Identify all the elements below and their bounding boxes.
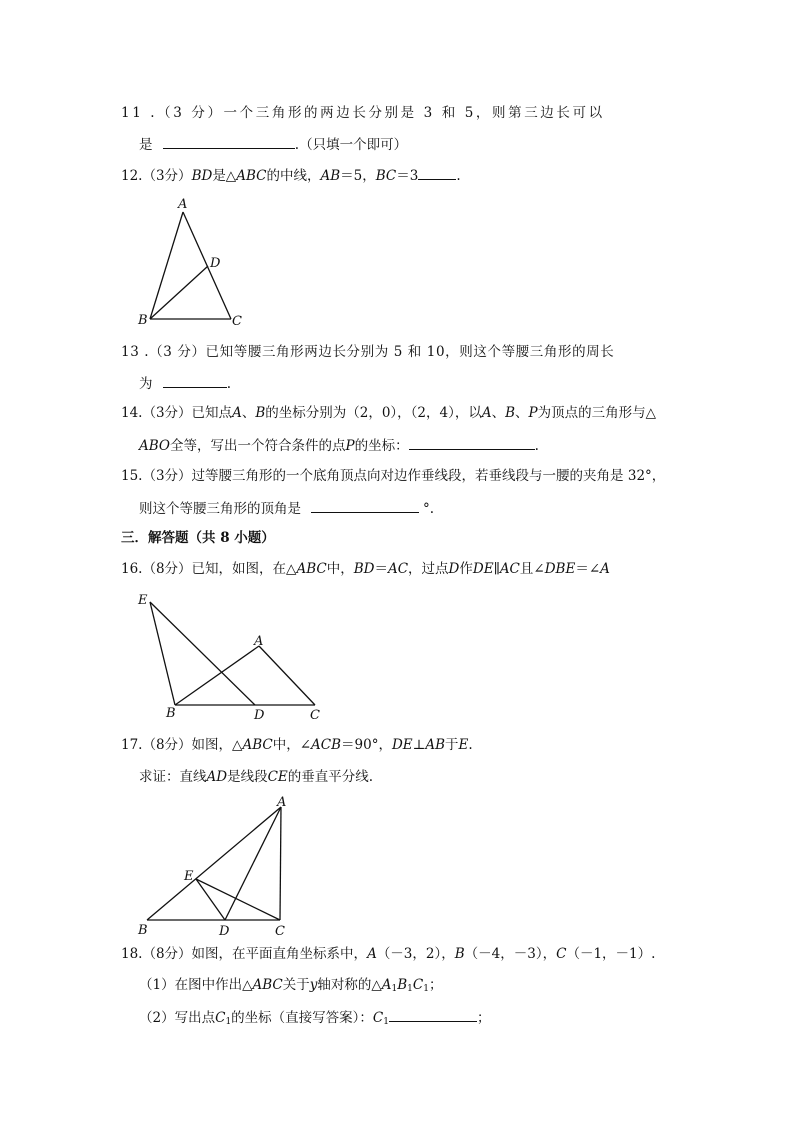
q14-t7: B: [505, 405, 516, 421]
q12-t7: BC: [375, 168, 397, 184]
q18-p1k: 1: [423, 984, 429, 994]
q16-t15: A: [600, 561, 610, 577]
q18-p1j: C: [412, 977, 424, 993]
q11-prefix: 是: [139, 137, 153, 153]
q18-t6: （－1，－1）.: [566, 946, 656, 962]
q16-t11: AC: [499, 561, 520, 577]
q18-t1: A: [367, 946, 377, 962]
q12-label-d: D: [210, 256, 221, 271]
q14-l2e: .: [534, 438, 539, 454]
q14-t4: 的坐标分别为（2，0），（2，4），以: [265, 405, 482, 421]
q17-head: 17.（8分）如图，△: [121, 737, 243, 753]
q12-t9: .: [456, 168, 461, 184]
q17-side-ac: [280, 807, 281, 920]
q17-side-ab: [147, 807, 281, 920]
q14-t9: P: [528, 405, 538, 421]
q16-label-d: D: [254, 708, 265, 723]
q17-label-b: B: [138, 923, 148, 938]
q18-t4: （－4，－3），: [464, 946, 557, 962]
q16-t7: D: [448, 561, 460, 577]
q14-t3: B: [255, 405, 266, 421]
q11-suffix: .（只填一个即可）: [294, 137, 408, 153]
q14-t5: A: [481, 405, 492, 421]
q16-t8: 作: [459, 561, 473, 577]
q18-p1a: （1）在图中作出△: [139, 977, 253, 993]
q16-t6: ，过点: [408, 561, 449, 577]
q17-t1: ABC: [242, 737, 273, 753]
q18-p2d: 的坐标（直接写答案）：: [231, 1010, 373, 1026]
q18-p2a: （2）写出点: [139, 1010, 216, 1026]
q17-t10: .: [468, 737, 473, 753]
q18-p1f: A: [381, 977, 392, 993]
q18-p1c: 关于: [282, 977, 310, 993]
q18-p2c: 1: [225, 1017, 232, 1027]
q16-t14: ＝∠: [575, 561, 601, 577]
q16-label-c: C: [310, 708, 320, 723]
q17-t4: ＝90°，: [341, 737, 392, 753]
q12-t8: ＝3: [396, 168, 419, 184]
q17-l2e: 的垂直平分线.: [287, 769, 374, 785]
q12-t4: 的中线，: [266, 168, 321, 184]
q17-l2b: AD: [206, 769, 228, 785]
q18-p1h: B: [397, 977, 408, 993]
q17-t2: 中，∠: [272, 737, 312, 753]
q12-t1: BD: [191, 168, 213, 184]
q14-t2: 、: [241, 405, 256, 421]
q14-t6: 、: [491, 405, 506, 421]
q17-l2c: 是线段: [227, 769, 268, 785]
q14-t8: 、: [515, 405, 529, 421]
q18-p2e: C: [372, 1010, 384, 1026]
q14-l2b: 全等，写出一个符合条件的点: [170, 438, 346, 454]
q12-label-a: A: [178, 197, 188, 212]
q18-p1b: ABC: [252, 977, 283, 993]
q18-line1: [121, 945, 655, 963]
q17-label-c: C: [275, 924, 285, 939]
q12-t2: 是△: [212, 168, 237, 184]
q12-t5: AB: [320, 168, 341, 184]
q12-label-b: B: [138, 313, 148, 328]
q17-t8: 于: [445, 737, 459, 753]
q16-t4: ＝: [374, 561, 388, 577]
q16-label-e: E: [138, 593, 148, 608]
q16-t3: BD: [353, 561, 375, 577]
q14-head: 14.（3分）已知点: [121, 405, 233, 421]
q17-t5: DE: [391, 737, 413, 753]
q17-l2d: CE: [267, 769, 288, 785]
q18-t5: C: [556, 946, 567, 962]
q18-t2: （－3，2），: [376, 946, 455, 962]
q13-text: 13 .（3 分）已知等腰三角形两边长分别为 5 和 10，则这个等腰三角形的周长: [121, 344, 615, 360]
q16-label-b: B: [166, 706, 176, 721]
q18-p1d: y: [309, 977, 318, 993]
q12-t3: ABC: [236, 168, 267, 184]
q16-t10: ∥: [493, 561, 500, 577]
q18-p2b: C: [215, 1010, 226, 1026]
q17-t7: AB: [425, 737, 446, 753]
q17-l2a: 求证：直线: [139, 769, 207, 785]
q16-label-a: A: [254, 634, 264, 649]
q18-head: 18.（8分）如图，在平面直角坐标系中，: [121, 946, 368, 962]
q16-head: 16.（8分）已知，如图，在△: [121, 561, 297, 577]
q13-prefix: 为: [139, 376, 153, 392]
q14-t1: A: [232, 405, 242, 421]
q18-part2: [139, 1007, 491, 1031]
q17-label-e: E: [184, 869, 194, 884]
q16-t5: AC: [387, 561, 409, 577]
q16-t1: ABC: [296, 561, 327, 577]
q14-t10: 为顶点的三角形与△: [537, 405, 656, 421]
section-3-heading: 三．解答题（共 8 小题）: [121, 530, 275, 546]
q18-part1: [139, 976, 442, 998]
q17-label-a: A: [277, 795, 287, 810]
q14-l2a: ABO: [139, 438, 170, 454]
q17-t6: ⊥: [412, 737, 426, 753]
q16-t12: 且∠: [519, 561, 545, 577]
q18-p1e: 轴对称的△: [317, 977, 382, 993]
q18-p1g: 1: [391, 984, 398, 994]
q18-p1i: 1: [407, 984, 413, 994]
q17-t3: ACB: [311, 737, 342, 753]
q16-t2: 中，: [326, 561, 354, 577]
q18-p2f: 1: [383, 1017, 389, 1027]
q17-t9: E: [458, 737, 469, 753]
q12-label-c: C: [232, 314, 242, 329]
q17-label-d: D: [219, 924, 230, 939]
q15-text: 15.（3分）过等腰三角形的一个底角顶点向对边作垂线段，若垂线段与一腰的夹角是 32°，: [121, 468, 666, 484]
q16-t9: DE: [472, 561, 494, 577]
q18-p2g: ；: [477, 1010, 491, 1026]
q11-text: 11 .（3 分）一个三角形的两边长分别是 3 和 5，则第三边长可以: [121, 105, 605, 121]
q12-t6: ＝5，: [340, 168, 376, 184]
q18-answer-blank[interactable]: [389, 1007, 477, 1022]
q15-suffix: °.: [423, 501, 435, 517]
q14-l2d: 的坐标：: [354, 438, 409, 454]
q12-head: 12.（3分）: [121, 168, 192, 184]
q16-t13: DBE: [544, 561, 576, 577]
q17-segment-ec: [196, 879, 280, 920]
q18-p1l: ；: [428, 977, 443, 993]
q15-line2-text: 则这个等腰三角形的顶角是: [139, 501, 301, 517]
q17-segment-ad: [225, 807, 281, 920]
q18-t3: B: [454, 946, 465, 962]
q14-l2c: P: [345, 438, 355, 454]
q13-suffix: .: [226, 376, 232, 392]
q17-segment-ed: [196, 879, 225, 920]
